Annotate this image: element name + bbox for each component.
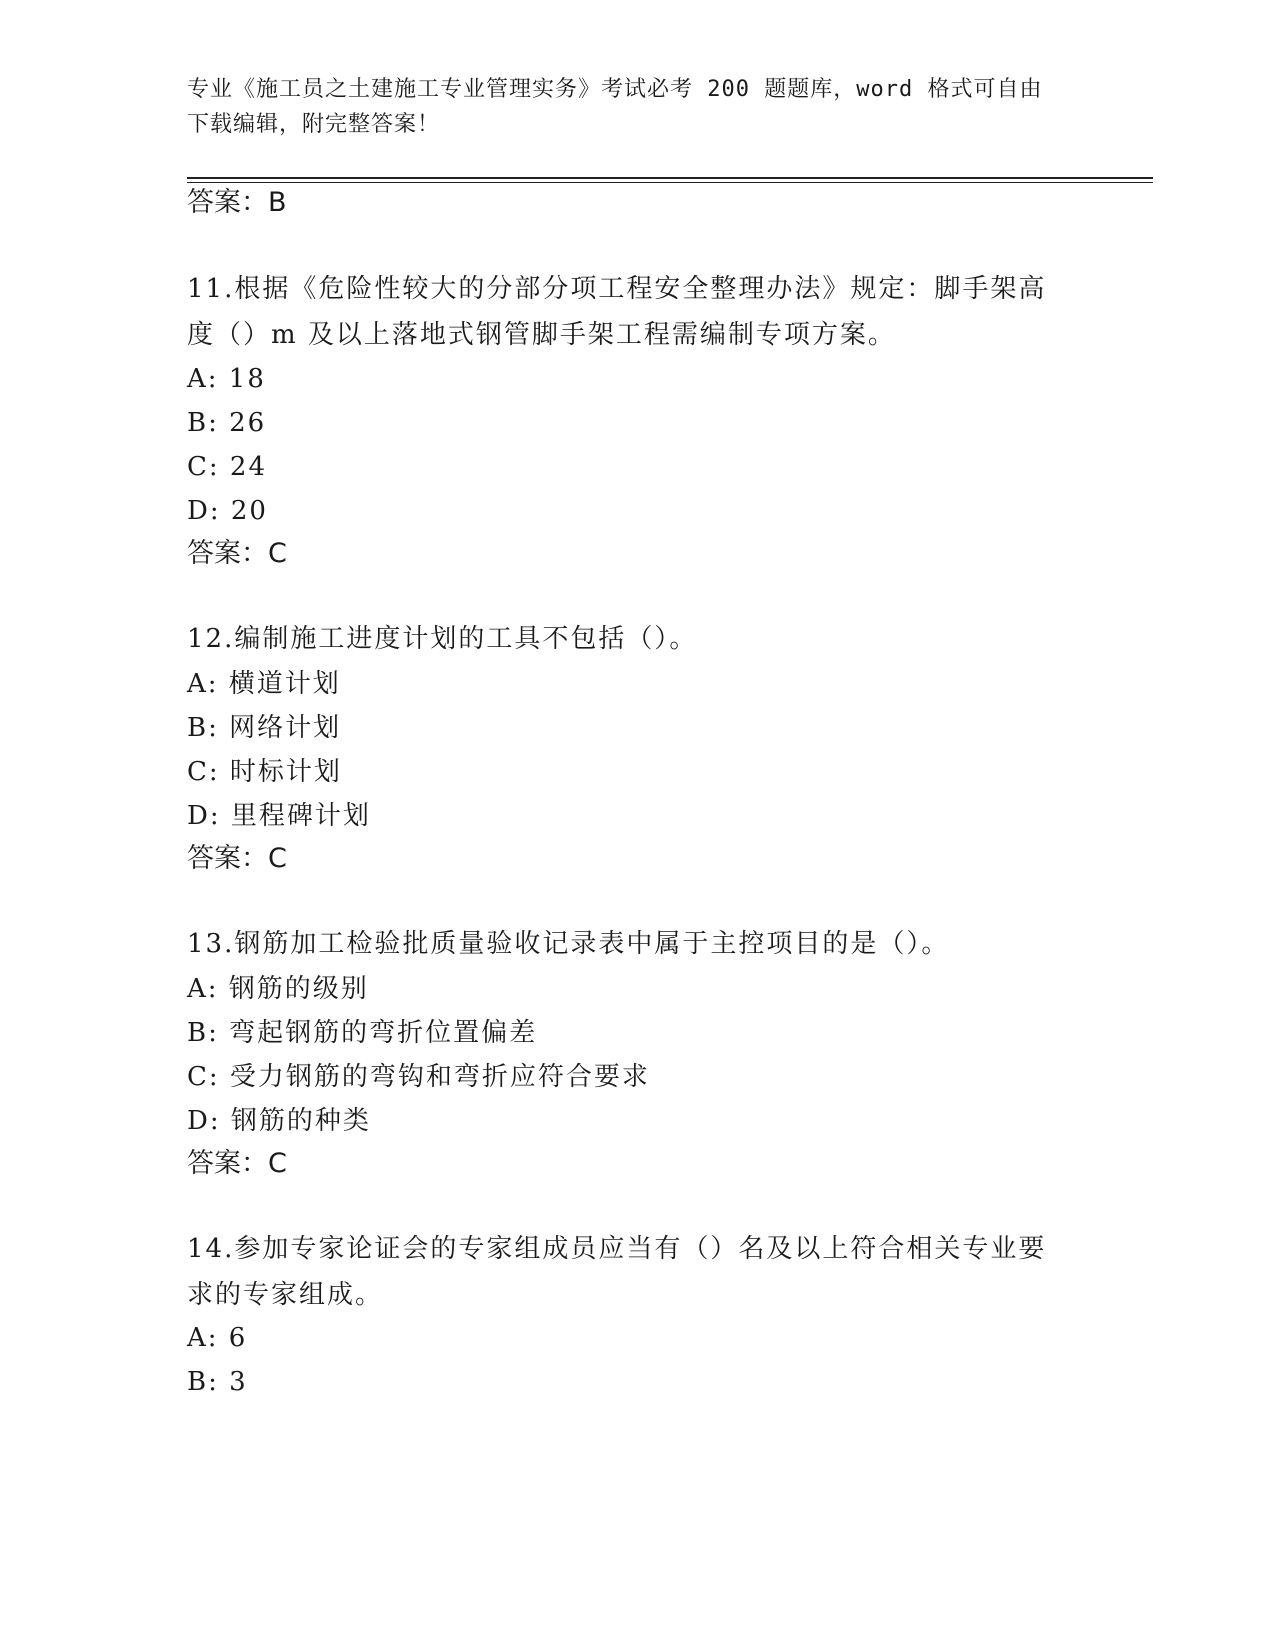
question-11-option-d: D: 20 <box>187 496 268 526</box>
question-12-line-1: 12.编制施工进度计划的工具不包括（）。 <box>187 624 698 654</box>
question-14-line-1: 14.参加专家论证会的专家组成员应当有（）名及以上符合相关专业要 <box>187 1234 1047 1264</box>
question-14-option-b: B: 3 <box>187 1367 248 1397</box>
question-13-option-c: C: 受力钢筋的弯钩和弯折应符合要求 <box>187 1062 650 1092</box>
question-11-option-b: B: 26 <box>187 408 267 438</box>
header-line-1: 专业《施工员之土建施工专业管理实务》考试必考 200 题题库，word 格式可自由 <box>187 77 1043 102</box>
question-11-line-2: 度（）m 及以上落地式钢管脚手架工程需编制专项方案。 <box>187 320 896 350</box>
question-13-option-a: A: 钢筋的级别 <box>187 974 369 1004</box>
question-12 <box>187 616 1087 662</box>
header-rule-thick <box>187 177 1153 179</box>
question-12-answer: 答案：C <box>187 843 287 874</box>
question-14 <box>187 1226 1087 1318</box>
question-13-option-d: D: 钢筋的种类 <box>187 1106 371 1136</box>
header-rule-thin <box>187 182 1153 183</box>
question-13-line-1: 13.钢筋加工检验批质量验收记录表中属于主控项目的是（）。 <box>187 929 950 959</box>
question-13-answer: 答案：C <box>187 1148 287 1179</box>
question-12-option-d: D: 里程碑计划 <box>187 801 371 831</box>
question-13 <box>187 921 1087 967</box>
question-11 <box>187 266 1087 358</box>
question-12-option-a: A: 横道计划 <box>187 669 341 699</box>
question-11-option-c: C: 24 <box>187 452 268 482</box>
question-11-line-1: 11.根据《危险性较大的分部分项工程安全整理办法》规定：脚手架高 <box>187 274 1047 304</box>
question-14-option-a: A: 6 <box>187 1323 248 1353</box>
question-14-line-2: 求的专家组成。 <box>187 1280 384 1310</box>
question-11-answer: 答案：C <box>187 538 287 569</box>
question-11-option-a: A: 18 <box>187 364 266 394</box>
header-line-2: 下载编辑，附完整答案！ <box>187 112 441 137</box>
question-12-option-c: C: 时标计划 <box>187 757 342 787</box>
answer-prev: 答案：B <box>187 187 287 218</box>
question-12-option-b: B: 网络计划 <box>187 713 342 743</box>
question-13-option-b: B: 弯起钢筋的弯折位置偏差 <box>187 1018 538 1048</box>
document-header <box>187 72 1087 142</box>
